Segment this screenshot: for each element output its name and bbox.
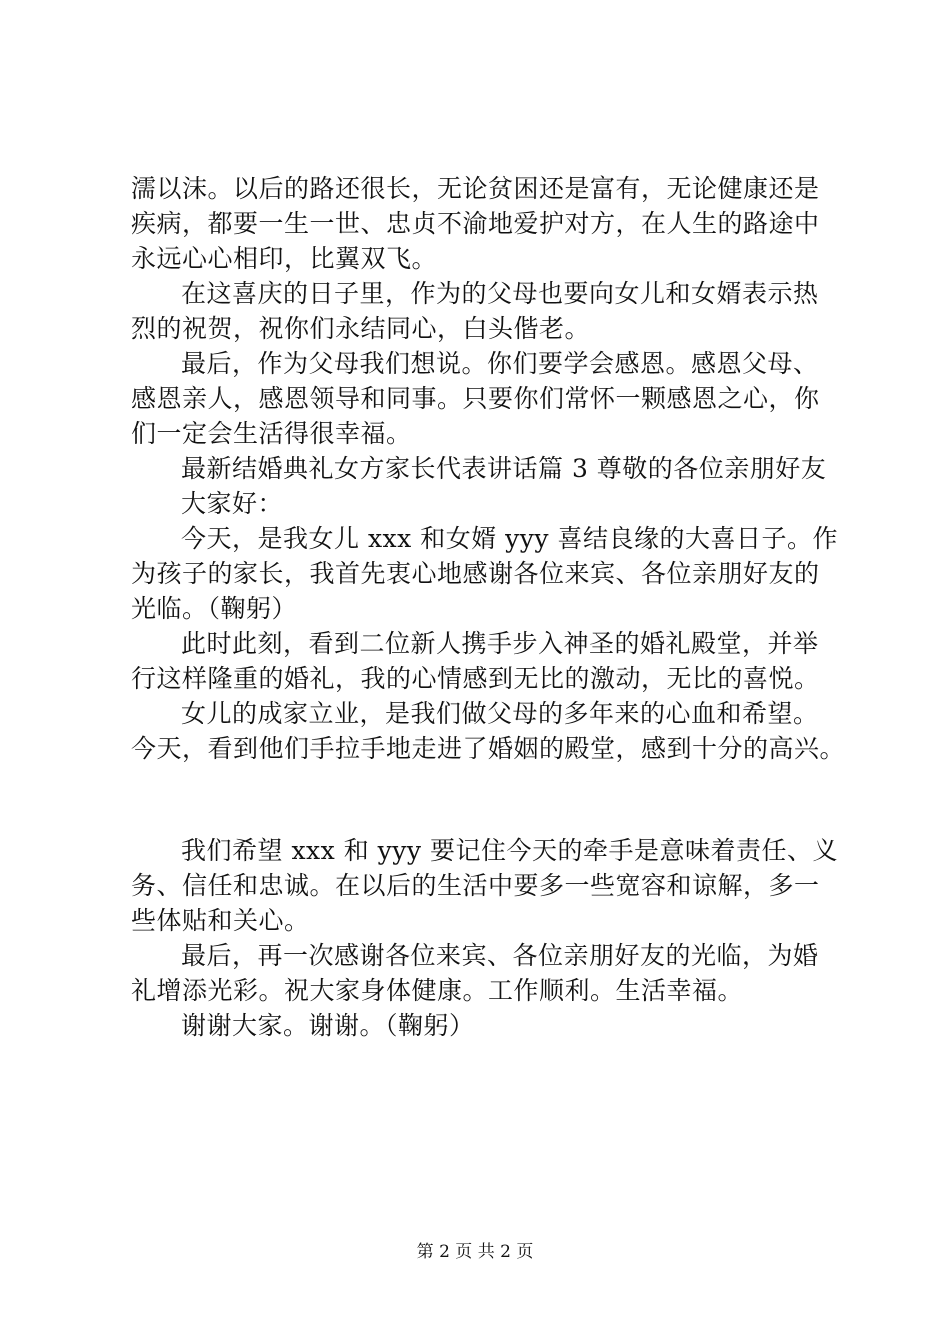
page-footer: 第 2 页 共 2 页 <box>416 1242 534 1262</box>
body-text-line: 为孩子的家长，我首先衷心地感谢各位来宾、各位亲朋好友的 <box>131 559 820 588</box>
body-text-line: 最后，作为父母我们想说。你们要学会感恩。感恩父母、 <box>181 349 819 378</box>
body-text-line: 最新结婚典礼女方家长代表讲话篇 3 尊敬的各位亲朋好友 <box>181 454 827 483</box>
body-text-line: 此时此刻，看到二位新人携手步入神圣的婚礼殿堂，并举 <box>181 629 819 658</box>
body-text-line: 礼增添光彩。祝大家身体健康。工作顺利。生活幸福。 <box>131 976 744 1005</box>
blank-line <box>131 782 831 817</box>
body-text-line: 行这样隆重的婚礼，我的心情感到无比的激动，无比的喜悦。 <box>131 664 820 693</box>
body-text-line: 谢谢大家。谢谢。（鞠躬） <box>181 1011 475 1040</box>
body-text-line: 今天，看到他们手拉手地走进了婚姻的殿堂，感到十分的高兴。 <box>131 734 846 763</box>
body-text-line: 我们希望 xxx 和 yyy 要记住今天的牵手是意味着责任、义 <box>181 836 838 865</box>
body-text-line: 些体贴和关心。 <box>131 906 310 935</box>
document-body <box>131 171 846 1043</box>
body-text-line: 最后，再一次感谢各位来宾、各位亲朋好友的光临，为婚 <box>181 941 819 970</box>
body-text-line: 疾病，都要一生一世、忠贞不渝地爱护对方，在人生的路途中 <box>131 209 820 238</box>
body-text-line: 濡以沫。以后的路还很长，无论贫困还是富有，无论健康还是 <box>131 174 820 203</box>
body-text-line: 们一定会生活得很幸福。 <box>131 419 412 448</box>
body-text-line: 烈的祝贺，祝你们永结同心，白头偕老。 <box>131 314 591 343</box>
body-text-line: 感恩亲人，感恩领导和同事。只要你们常怀一颗感恩之心，你 <box>131 384 820 413</box>
body-text-line: 永远心心相印，比翼双飞。 <box>131 244 438 273</box>
body-text-line: 大家好： <box>181 489 284 518</box>
body-text-line: 今天，是我女儿 xxx 和女婿 yyy 喜结良缘的大喜日子。作 <box>181 524 838 553</box>
body-text-line: 务、信任和忠诚。在以后的生活中要多一些宽容和谅解，多一 <box>131 871 820 900</box>
body-text-line: 光临。（鞠躬） <box>131 594 298 623</box>
body-text-line: 在这喜庆的日子里，作为的父母也要向女儿和女婿表示热 <box>181 279 819 308</box>
body-text-line: 女儿的成家立业，是我们做父母的多年来的心血和希望。 <box>181 699 819 728</box>
